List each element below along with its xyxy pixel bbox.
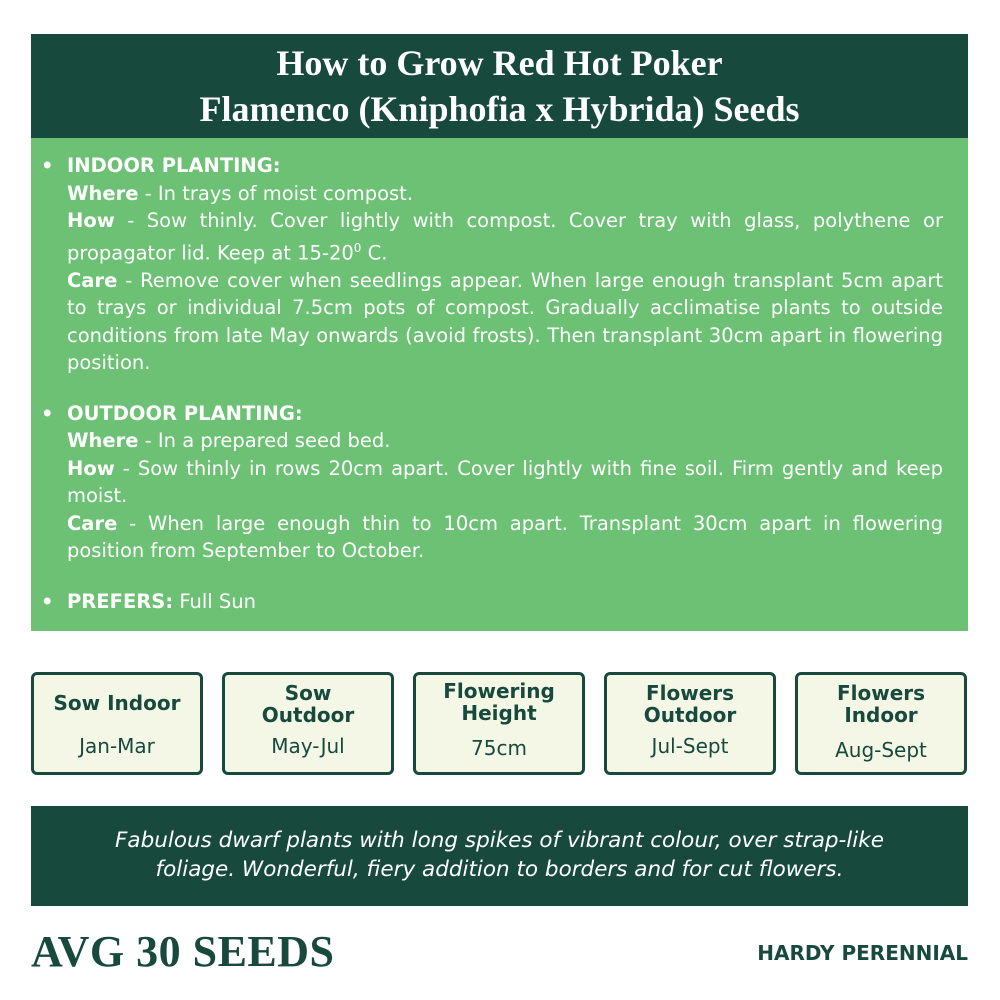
seed-count: AVG 30 SEEDS (31, 927, 335, 976)
bullet-icon: • (41, 154, 54, 177)
prefers-value: Full Sun (173, 589, 256, 613)
how-label: How (67, 209, 115, 232)
box-title: Sow Outdoor (261, 681, 355, 727)
indoor-where (67, 180, 943, 208)
where-text: - In a prepared seed bed. (138, 429, 391, 452)
where-label: Where (67, 429, 139, 452)
degree-mark: 0 (353, 240, 362, 255)
outdoor-section (41, 400, 943, 565)
care-text: - When large enough thin to 10cm apart. Transplant 30cm apart in flowering position from September to October. (67, 511, 943, 562)
plant-type: HARDY PERENNIAL (757, 941, 968, 965)
where-label: Where (67, 181, 139, 205)
sow-indoor-box (31, 672, 203, 775)
box-value: Aug-Sept (835, 738, 927, 762)
title-line-2: Flamenco (Kniphofia x Hybrida) Seeds (199, 89, 800, 129)
care-label: Care (67, 268, 118, 292)
flowering-height-box (413, 672, 585, 775)
sow-outdoor-box (222, 672, 394, 775)
outdoor-how (67, 455, 943, 510)
outdoor-heading: OUTDOOR PLANTING: (67, 401, 303, 425)
title-line-1: How to Grow Red Hot Poker (276, 43, 723, 83)
bullet-icon: • (41, 401, 54, 425)
box-value: Jul-Sept (651, 734, 729, 758)
prefers-label: PREFERS: (67, 589, 174, 613)
how-text: - Sow thinly in rows 20cm apart. Cover lightly with fine soil. Firm gently and keep moist. (67, 456, 943, 507)
indoor-section (41, 152, 943, 377)
instructions-panel (31, 138, 968, 631)
prefers-section (41, 588, 943, 616)
box-title: Sow Indoor (53, 691, 181, 715)
how-unit: C. (361, 241, 388, 264)
box-value: 75cm (471, 736, 527, 760)
description-line-1: Fabulous dwarf plants with long spikes of vibrant colour, over strap-like (115, 828, 884, 853)
outdoor-where (67, 427, 943, 455)
where-text: - In trays of moist compost. (138, 181, 414, 205)
description-banner (31, 806, 968, 906)
box-title: Flowering Height (443, 679, 555, 725)
info-boxes (31, 672, 968, 775)
box-value: Jan-Mar (79, 734, 155, 758)
care-label: Care (67, 511, 118, 535)
outdoor-care (67, 510, 943, 565)
how-text: - Sow thinly. Cover lightly with compost. Cover tray with glass, polythene or propagator lid. Keep at 15-20 (67, 209, 943, 264)
box-title: Flowers Indoor (836, 681, 926, 727)
how-label: How (67, 456, 115, 480)
flowers-indoor-box (795, 672, 967, 775)
care-text: - Remove cover when seedlings appear. When large enough transplant 5cm apart to trays or individual 7.5cm pots of compost. Gradually acclimatise plants to outside conditions from late May onwards (avoid frosts). Then transplant 30cm apart in flowering position. (67, 268, 943, 374)
flowers-outdoor-box (604, 672, 776, 775)
box-value: May-Jul (271, 734, 345, 758)
title-banner (31, 34, 968, 138)
indoor-how (67, 207, 943, 267)
bullet-icon: • (41, 589, 54, 613)
indoor-heading: INDOOR PLANTING: (67, 154, 281, 177)
box-title: Flowers Outdoor (643, 681, 737, 727)
indoor-care (67, 267, 943, 377)
description-line-2: foliage. Wonderful, fiery addition to borders and for cut flowers. (155, 857, 844, 882)
